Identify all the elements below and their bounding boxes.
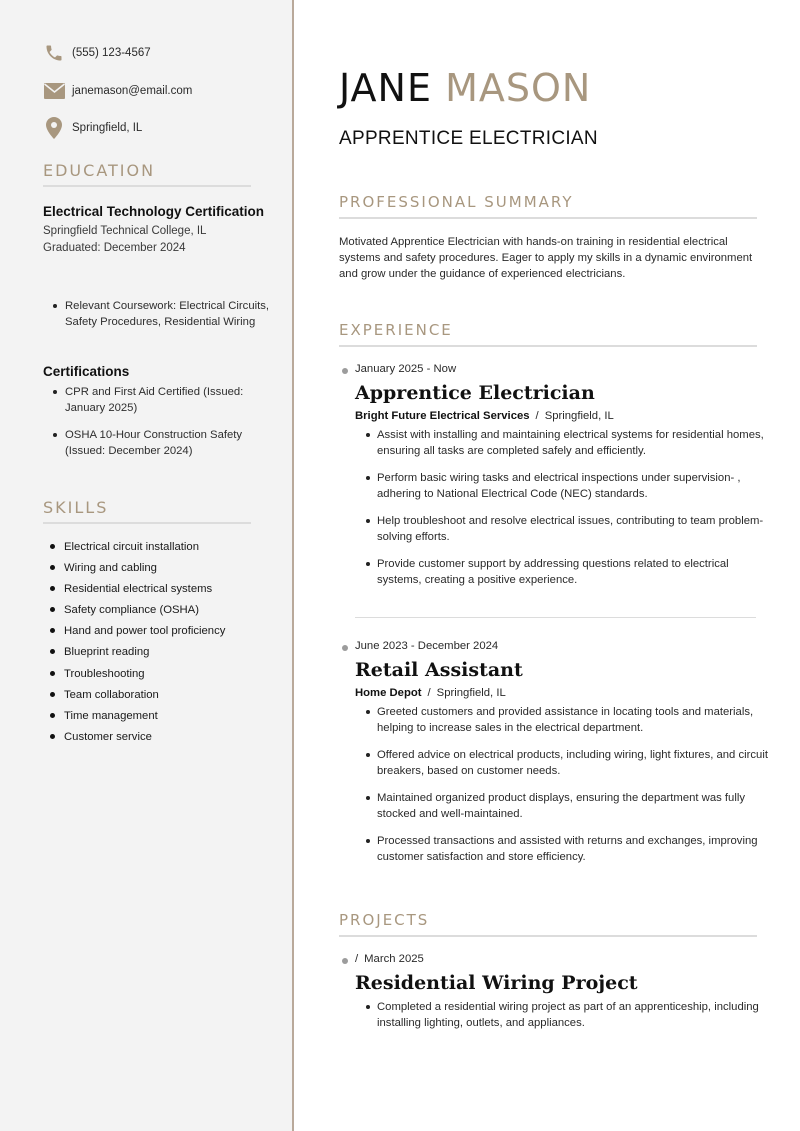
job-company [339, 687, 771, 699]
job-bullets [339, 704, 771, 865]
list-item: Residential electrical systems [43, 581, 283, 602]
list-item: Blueprint reading [43, 644, 283, 665]
list-item: Time management [43, 708, 283, 729]
summary-text: Motivated Apprentice Electrician with hands-on training in residential electrical systems and safety procedures. Eager to apply my skills in a dynamic environment and grow under the guidance of experienced electricians. [339, 236, 753, 280]
list-item: CPR and First Aid Certified (Issued: January 2025) [43, 384, 273, 416]
list-item: Processed transactions and assisted with returns and exchanges, improving customer satisfaction and store efficiency. [339, 833, 771, 865]
job-title: Apprentice Electrician [355, 382, 595, 404]
list-item: Relevant Coursework: Electrical Circuits, Safety Procedures, Residential Wiring [43, 298, 273, 330]
skills-heading: SKILLS [43, 498, 251, 524]
job-date [339, 640, 771, 652]
project-title: Residential Wiring Project [355, 972, 638, 994]
sidebar [0, 0, 294, 1131]
company-separator: / [535, 410, 539, 422]
list-item: OSHA 10-Hour Construction Safety (Issued: December 2024) [43, 427, 273, 459]
list-item: Safety compliance (OSHA) [43, 602, 283, 623]
job-title: Retail Assistant [355, 659, 523, 681]
list-item: Customer service [43, 729, 283, 750]
project-bullets [339, 999, 771, 1031]
first-name: JANE [339, 66, 432, 110]
education-degree: Electrical Technology Certification [43, 204, 265, 219]
list-item: Completed a residential wiring project as part of an apprenticeship, including installing lighting, outlets, and appliances. [339, 999, 771, 1031]
job-date [339, 363, 771, 375]
education-entry [43, 204, 273, 254]
email-text: janemason@email.com [72, 85, 193, 97]
location-text: Springfield, IL [72, 122, 143, 134]
phone-icon [43, 42, 65, 64]
project-entry [339, 953, 771, 1042]
contact-phone [43, 42, 151, 64]
phone-text: (555) 123-4567 [72, 47, 151, 59]
list-item: Perform basic wiring tasks and electrical inspections under supervision- , adhering to National Electrical Code (NEC) standards. [339, 470, 771, 502]
list-item: Offered advice on electrical products, including wiring, light fixtures, and circuit breakers, based on customer needs. [339, 747, 771, 779]
contact-location [43, 117, 142, 139]
job-date-text: June 2023 - December 2024 [355, 640, 499, 652]
job-divider [355, 617, 756, 618]
job-bullets [339, 427, 771, 588]
list-item: Wiring and cabling [43, 560, 283, 581]
company-location: Springfield, IL [544, 410, 614, 422]
mail-icon [43, 80, 65, 102]
company-location: Springfield, IL [436, 687, 506, 699]
job-date-text: January 2025 - Now [355, 363, 457, 375]
project-separator: / [355, 953, 359, 965]
company-separator: / [427, 687, 431, 699]
summary-heading: PROFESSIONAL SUMMARY [339, 193, 757, 219]
experience-entry [339, 363, 771, 599]
project-date [339, 953, 771, 965]
job-role-title: APPRENTICE ELECTRICIAN [339, 128, 598, 149]
timeline-dot [342, 958, 348, 964]
education-graduated: Graduated: December 2024 [43, 242, 186, 254]
contact-email [43, 80, 192, 102]
timeline-dot [342, 645, 348, 651]
education-heading: EDUCATION [43, 161, 251, 187]
certifications-heading: Certifications [43, 364, 130, 379]
coursework-list [43, 298, 273, 330]
main-content [296, 0, 800, 1131]
project-date-text: March 2025 [364, 953, 424, 965]
job-company [339, 410, 771, 422]
list-item: Help troubleshoot and resolve electrical issues, contributing to team problem-solving efforts. [339, 513, 771, 545]
list-item: Troubleshooting [43, 666, 283, 687]
experience-heading: EXPERIENCE [339, 321, 757, 347]
skills-list [43, 539, 283, 750]
candidate-name [339, 66, 591, 110]
list-item: Assist with installing and maintaining electrical systems for residential homes, ensuring all tasks are completed safely and efficiently. [339, 427, 771, 459]
location-pin-icon [43, 117, 65, 139]
certifications-list [43, 384, 273, 459]
list-item: Maintained organized product displays, ensuring the department was fully stocked and well-maintained. [339, 790, 771, 822]
timeline-dot [342, 368, 348, 374]
list-item: Greeted customers and provided assistance in locating tools and materials, helping to increase sales in the electrical department. [339, 704, 771, 736]
list-item: Provide customer support by addressing questions related to electrical systems, creating a positive experience. [339, 556, 771, 588]
list-item: Hand and power tool proficiency [43, 623, 283, 644]
list-item: Electrical circuit installation [43, 539, 283, 560]
company-name: Home Depot [355, 687, 422, 699]
company-name: Bright Future Electrical Services [355, 410, 530, 422]
last-name: MASON [445, 66, 592, 110]
education-school: Springfield Technical College, IL [43, 225, 207, 237]
experience-entry [339, 640, 771, 876]
projects-heading: PROJECTS [339, 911, 757, 937]
list-item: Team collaboration [43, 687, 283, 708]
